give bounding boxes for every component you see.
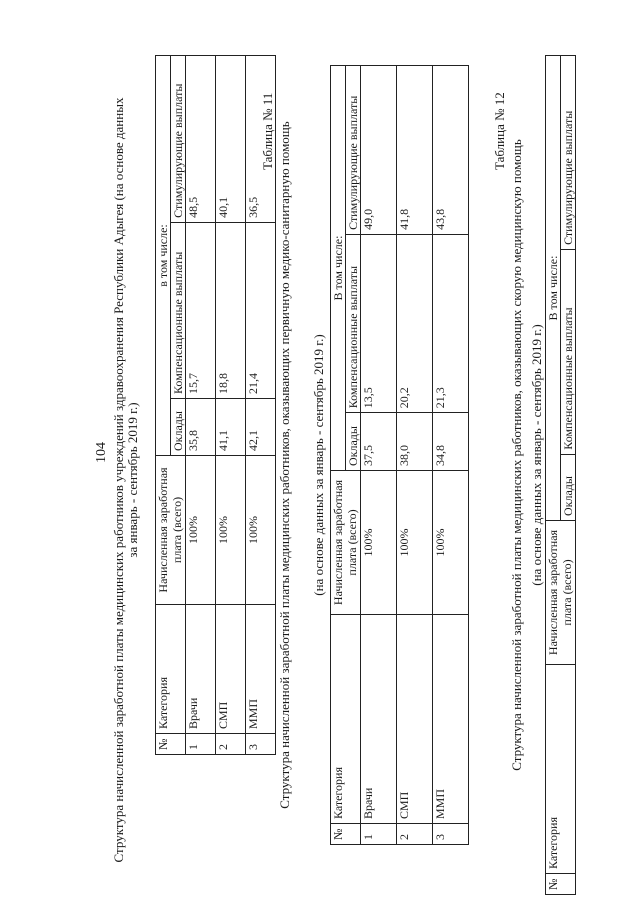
col-comp-header: Компенсационные выплаты [346, 234, 361, 412]
cell-category: Врачи [186, 605, 216, 734]
table2-title: Структура начисленной заработной платы медицинских работников, оказывающих первичную медико-санитарную помощь [277, 121, 292, 809]
table1-title: Структура начисленной заработной платы медицинских работников учреждений здравоохранения Республики Адыгея (на основе данных за январь - сентябрь 2019 г.) [111, 97, 140, 863]
col-total-header: Начисленная заработная плата (всего) [156, 456, 186, 605]
cell-total: 100% [246, 456, 276, 605]
table-row [397, 66, 433, 845]
cell-total: 100% [216, 456, 246, 605]
table3-subtitle: (на основе данных за январь - сентябрь 2019 г.) [529, 324, 544, 586]
col-stim-header: Стимулирующие выплаты [561, 56, 576, 250]
col-total-header: Начисленная заработная плата (всего) [331, 471, 361, 615]
col-including-header: В том числе: [546, 56, 561, 521]
cell-comp: 13,5 [361, 234, 397, 412]
col-salary-header: Оклады [346, 413, 361, 471]
col-salary-header: Оклады [561, 454, 576, 520]
col-num-header: № [156, 734, 186, 755]
cell-salary: 38,0 [397, 413, 433, 471]
cell-comp: 20,2 [397, 234, 433, 412]
cell-salary: 34,8 [433, 413, 469, 471]
cell-category: СМП [397, 615, 433, 824]
cell-stim: 36,5 [246, 56, 276, 223]
cell-category: Врачи [361, 615, 397, 824]
cell-num: 1 [361, 824, 397, 845]
cell-total: 100% [186, 456, 216, 605]
table-row [216, 56, 246, 755]
cell-num: 3 [433, 824, 469, 845]
page-number: 104 [94, 442, 109, 463]
cell-comp: 15,7 [186, 222, 216, 398]
table3-number: Таблица № 12 [492, 92, 507, 170]
table3 [545, 55, 576, 895]
cell-salary: 42,1 [246, 398, 276, 455]
cell-stim: 43,8 [433, 66, 469, 235]
cell-num: 1 [186, 734, 216, 755]
col-including-header: В том числе: [331, 66, 346, 471]
col-category-header: Категория [331, 615, 361, 824]
cell-num: 3 [246, 734, 276, 755]
table-row [186, 56, 216, 755]
col-num-header: № [331, 824, 361, 845]
col-salary-header: Оклады [171, 398, 186, 455]
col-including-header: в том числе: [156, 56, 171, 456]
cell-comp: 21,3 [433, 234, 469, 412]
col-stim-header: Стимулирующие выплаты [171, 56, 186, 223]
cell-category: ММП [246, 605, 276, 734]
col-stim-header: Стимулирующие выплаты [346, 66, 361, 235]
cell-comp: 21,4 [246, 222, 276, 398]
cell-num: 2 [397, 824, 433, 845]
col-category-header: Категория [546, 665, 576, 874]
table1 [155, 55, 276, 755]
table-row [433, 66, 469, 845]
cell-total: 100% [397, 471, 433, 615]
col-total-header: Начисленная заработная плата (всего) [546, 521, 576, 665]
col-comp-header: Компенсационные выплаты [171, 222, 186, 398]
cell-total: 100% [361, 471, 397, 615]
cell-total: 100% [433, 471, 469, 615]
table2 [330, 65, 469, 845]
table2-number: Таблица № 11 [260, 92, 275, 170]
cell-stim: 40,1 [216, 56, 246, 223]
table3-title: Структура начисленной заработной платы медицинских работников, оказывающих скорую медицинскую помощь [509, 139, 524, 771]
col-num-header: № [546, 874, 576, 895]
cell-category: СМП [216, 605, 246, 734]
cell-stim: 48,5 [186, 56, 216, 223]
cell-salary: 35,8 [186, 398, 216, 455]
table-row [361, 66, 397, 845]
table2-subtitle: (на основе данных за январь - сентябрь 2019 г.) [311, 334, 326, 596]
cell-salary: 37,5 [361, 413, 397, 471]
cell-category: ММП [433, 615, 469, 824]
cell-stim: 41,8 [397, 66, 433, 235]
cell-num: 2 [216, 734, 246, 755]
cell-comp: 18,8 [216, 222, 246, 398]
col-comp-header: Компенсационные выплаты [561, 249, 576, 454]
cell-stim: 49,0 [361, 66, 397, 235]
col-category-header: Категория [156, 605, 186, 734]
cell-salary: 41,1 [216, 398, 246, 455]
